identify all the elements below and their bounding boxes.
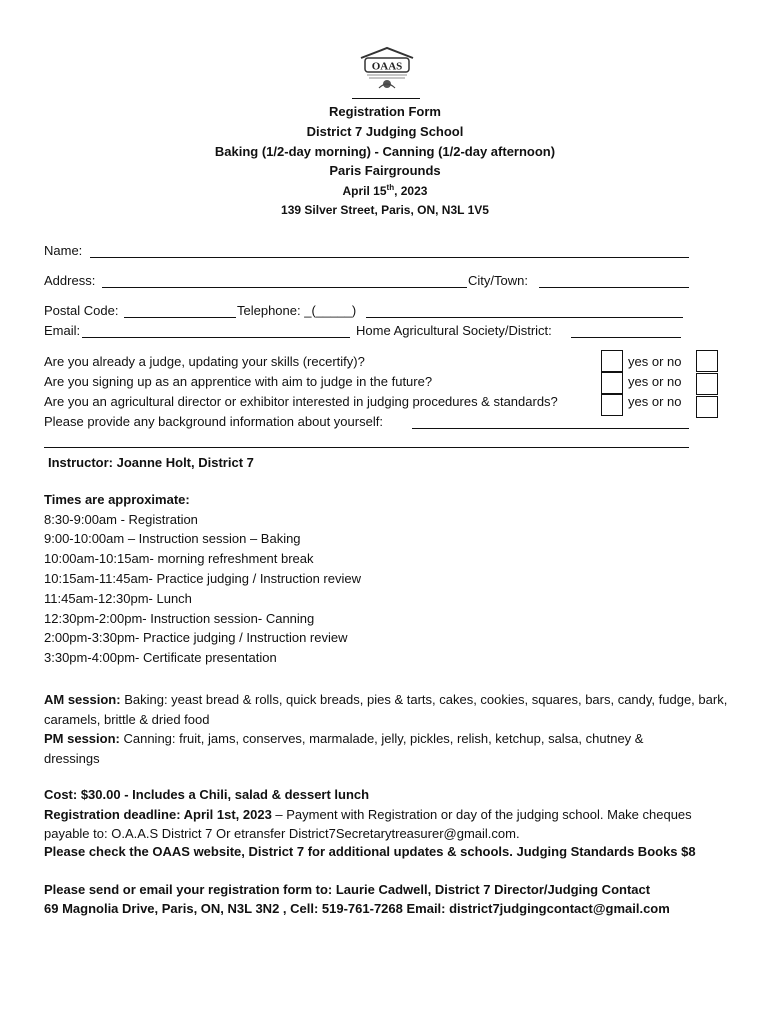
course-subtitle: Baking (1/2-day morning) - Canning (1/2-day afternoon) [214,144,556,159]
event-date: April 15th, 2023 [342,183,428,198]
district-title: District 7 Judging School [306,124,464,139]
schedule-item: 2:00pm-3:30pm- Practice judging / Instruction review [44,630,348,645]
contact-line-2: 69 Magnolia Drive, Paris, ON, N3L 3N2 , Cell: 519-761-7268 Email: district7judgingcontact@gmail.com [44,901,670,916]
question-apprentice: Are you signing up as an apprentice with aim to judge in the future? [44,374,433,389]
telephone-field[interactable] [366,317,683,318]
venue-address: 139 Silver Street, Paris, ON, N3L 1V5 [281,203,489,217]
question-recertify: Are you already a judge, updating your skills (recertify)? [44,354,365,369]
schedule-item: 8:30-9:00am - Registration [44,512,198,527]
schedule-item: 10:15am-11:45am- Practice judging / Instruction review [44,571,361,586]
contact-line-1: Please send or email your registration form to: Laurie Cadwell, District 7 Director/Judging Contact [44,882,651,897]
director-yes-or-no: yes or no [628,394,682,409]
city-field[interactable] [539,287,689,288]
telephone-label: Telephone: _(_____) [237,303,357,318]
schedule-item: 10:00am-10:15am- morning refreshment break [44,551,314,566]
logo-underline [352,98,420,99]
director-yes-checkbox[interactable] [601,394,623,416]
schedule-heading: Times are approximate: [44,492,190,507]
schedule-item: 3:30pm-4:00pm- Certificate presentation [44,650,277,665]
question-director: Are you an agricultural director or exhibitor interested in judging procedures & standards? [44,394,558,409]
apprentice-yes-checkbox[interactable] [601,372,623,394]
recertify-no-checkbox[interactable] [696,350,718,372]
postal-code-field[interactable] [124,317,236,318]
director-no-checkbox[interactable] [696,396,718,418]
apprentice-no-checkbox[interactable] [696,373,718,395]
name-label: Name: [44,243,83,258]
schedule-item: 11:45am-12:30pm- Lunch [44,591,192,606]
website-notice: Please check the OAAS website, District 7 for additional updates & schools. Judging Standards Books $8 [44,844,696,859]
name-field[interactable] [90,257,689,258]
schedule-item: 12:30pm-2:00pm- Instruction session- Canning [44,611,315,626]
city-label: City/Town: [468,273,528,288]
background-field-1[interactable] [412,428,689,429]
recertify-yes-or-no: yes or no [628,354,682,369]
recertify-yes-checkbox[interactable] [601,350,623,372]
oaas-logo [355,44,419,92]
email-field[interactable] [82,337,350,338]
address-label: Address: [44,273,96,288]
cost: Cost: $30.00 - Includes a Chili, salad & dessert lunch [44,787,370,802]
schedule-item: 9:00-10:00am – Instruction session – Baking [44,531,301,546]
instructor: Instructor: Joanne Holt, District 7 [48,455,254,470]
postal-code-label: Postal Code: [44,303,119,318]
pm-session: PM session: Canning: fruit, jams, conserves, marmalade, jelly, pickles, relish, ketchup, salsa, chutney & dressings [44,731,644,766]
email-label: Email: [44,323,81,338]
venue: Paris Fairgrounds [329,163,441,178]
am-session: AM session: Baking: yeast bread & rolls, quick breads, pies & tarts, cakes, cookies, squares, bars, candy, fudge, bark, caramels, brittle & dried food [44,692,728,727]
svg-text:OAAS: OAAS [371,60,403,73]
address-field[interactable] [102,287,467,288]
form-title: Registration Form [329,104,441,119]
society-field[interactable] [571,337,681,338]
registration-deadline: Registration deadline: April 1st, 2023 – Payment with Registration or day of the judging school. Make cheques payable to: O.A.A.S District 7 Or etransfer District7Secretarytreasurer@gmail.com. [44,807,692,841]
apprentice-yes-or-no: yes or no [628,374,682,389]
background-label: Please provide any background information about yourself: [44,414,383,429]
society-label: Home Agricultural Society/District: [356,323,552,338]
background-field-2[interactable] [44,447,689,448]
